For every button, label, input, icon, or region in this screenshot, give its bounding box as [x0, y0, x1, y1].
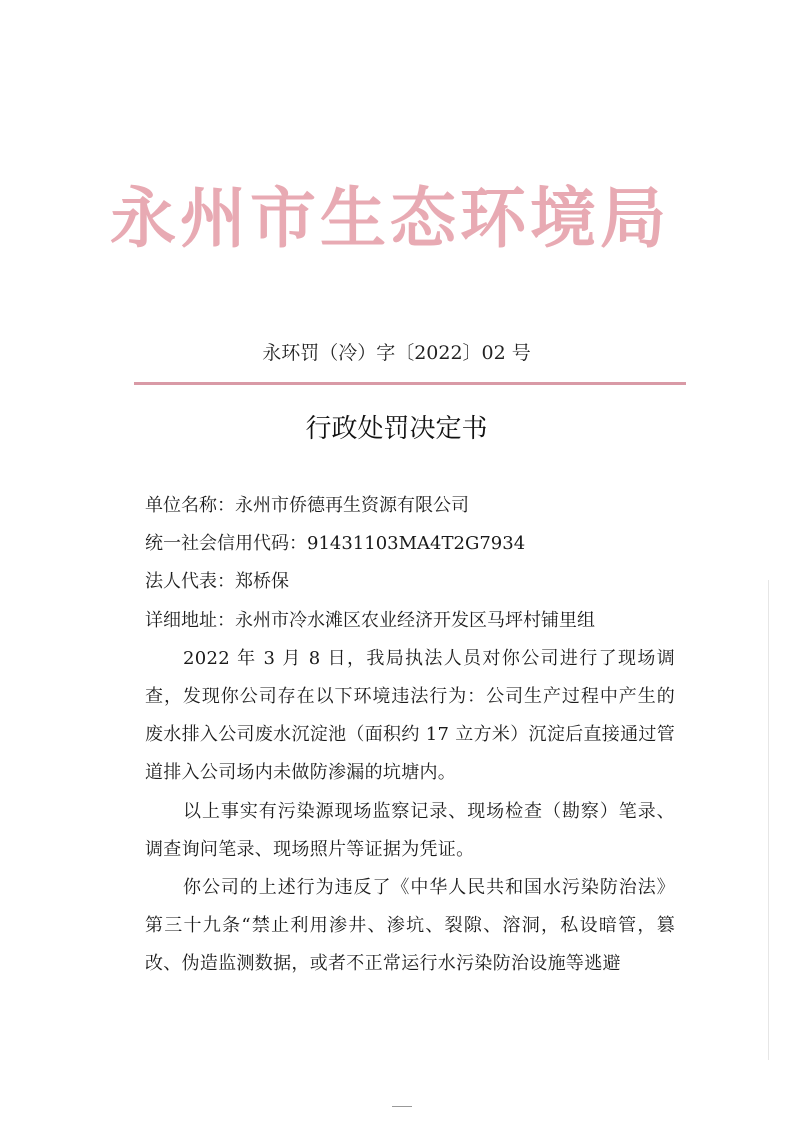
header-divider: [134, 382, 686, 385]
document-title: 行政处罚决定书: [305, 414, 488, 444]
paragraph-violation: 你公司的上述行为违反了《中华人民共和国水污染防治法》第三十九条“禁止利用渗井、渗坑、裂隙、溶洞，私设暗管，篡改、伪造监测数据，或者不正常运行水污染防治设施等逃避: [145, 877, 675, 975]
org-header: 永州市生态环境局: [110, 179, 670, 257]
credit-code-field: 统一社会信用代码：91431103MA4T2G7934: [145, 533, 526, 555]
page-number-mark: [392, 1106, 412, 1113]
scan-edge-line: [768, 580, 769, 1060]
unit-name-field: 单位名称：永州市侨德再生资源有限公司: [145, 495, 469, 516]
document-number: 永环罚（冷）字〔2022〕02 号: [262, 342, 531, 364]
document-body: [145, 487, 675, 984]
legal-representative-field: 法人代表：郑桥保: [145, 571, 289, 593]
paragraph-evidence: 以上事实有污染源现场监察记录、现场检查（勘察）笔录、调查询问笔录、现场照片等证据为凭证。: [145, 800, 675, 860]
paragraph-investigation: 2022 年 3 月 8 日，我局执法人员对你公司进行了现场调查，发现你公司存在以下环境违法行为：公司生产过程中产生的废水排入公司废水沉淀池（面积约 17 立方米）沉淀后直接通过管道排入公司场内未做防渗漏的坑塘内。: [145, 647, 675, 784]
address-field: 详细地址：永州市冷水滩区农业经济开发区马坪村铺里组: [145, 609, 595, 631]
